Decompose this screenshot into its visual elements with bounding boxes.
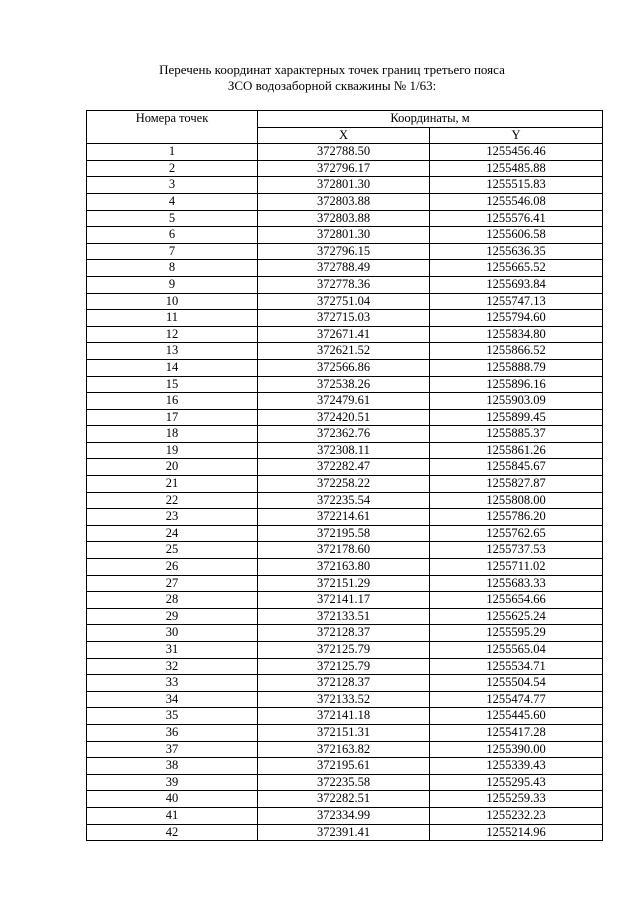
header-y: Y (430, 127, 603, 144)
cell-y: 1255861.26 (430, 442, 603, 459)
cell-x: 372151.29 (258, 575, 430, 592)
cell-x: 372133.51 (258, 608, 430, 625)
cell-x: 372125.79 (258, 642, 430, 659)
cell-y: 1255747.13 (430, 293, 603, 310)
table-row (87, 559, 603, 576)
table-row (87, 426, 603, 443)
cell-point-number: 19 (87, 442, 258, 459)
cell-y: 1255762.65 (430, 525, 603, 542)
cell-x: 372788.49 (258, 260, 430, 277)
cell-x: 372420.51 (258, 409, 430, 426)
cell-point-number: 35 (87, 708, 258, 725)
cell-point-number: 38 (87, 758, 258, 775)
cell-y: 1255693.84 (430, 276, 603, 293)
table-row (87, 442, 603, 459)
cell-point-number: 1 (87, 144, 258, 161)
cell-point-number: 7 (87, 243, 258, 260)
cell-x: 372128.37 (258, 675, 430, 692)
cell-y: 1255654.66 (430, 592, 603, 609)
cell-point-number: 37 (87, 741, 258, 758)
table-body (87, 144, 603, 841)
cell-x: 372214.61 (258, 509, 430, 526)
cell-point-number: 34 (87, 691, 258, 708)
table-row (87, 476, 603, 493)
cell-y: 1255845.67 (430, 459, 603, 476)
cell-x: 372796.17 (258, 160, 430, 177)
cell-x: 372163.82 (258, 741, 430, 758)
cell-x: 372362.76 (258, 426, 430, 443)
table-row (87, 691, 603, 708)
cell-y: 1255485.88 (430, 160, 603, 177)
cell-y: 1255896.16 (430, 376, 603, 393)
cell-y: 1255794.60 (430, 310, 603, 327)
cell-y: 1255295.43 (430, 774, 603, 791)
cell-y: 1255665.52 (430, 260, 603, 277)
cell-y: 1255339.43 (430, 758, 603, 775)
title-line-1: Перечень координат характерных точек границ третьего пояса (159, 62, 505, 77)
cell-y: 1255885.37 (430, 426, 603, 443)
table-row (87, 409, 603, 426)
cell-point-number: 5 (87, 210, 258, 227)
cell-x: 372258.22 (258, 476, 430, 493)
cell-point-number: 41 (87, 807, 258, 824)
cell-point-number: 29 (87, 608, 258, 625)
cell-point-number: 4 (87, 193, 258, 210)
header-point-numbers: Номера точек (87, 111, 258, 144)
table-row (87, 492, 603, 509)
cell-y: 1255595.29 (430, 625, 603, 642)
cell-x: 372715.03 (258, 310, 430, 327)
cell-point-number: 36 (87, 724, 258, 741)
cell-y: 1255636.35 (430, 243, 603, 260)
table-row (87, 177, 603, 194)
table-row (87, 343, 603, 360)
cell-x: 372235.58 (258, 774, 430, 791)
cell-y: 1255866.52 (430, 343, 603, 360)
table-row (87, 758, 603, 775)
cell-y: 1255445.60 (430, 708, 603, 725)
cell-y: 1255576.41 (430, 210, 603, 227)
cell-point-number: 30 (87, 625, 258, 642)
cell-y: 1255534.71 (430, 658, 603, 675)
cell-x: 372282.51 (258, 791, 430, 808)
cell-y: 1255683.33 (430, 575, 603, 592)
table-row (87, 592, 603, 609)
cell-y: 1255515.83 (430, 177, 603, 194)
cell-x: 372538.26 (258, 376, 430, 393)
cell-x: 372125.79 (258, 658, 430, 675)
cell-point-number: 17 (87, 409, 258, 426)
cell-point-number: 42 (87, 824, 258, 841)
cell-point-number: 9 (87, 276, 258, 293)
cell-x: 372334.99 (258, 807, 430, 824)
cell-point-number: 20 (87, 459, 258, 476)
title-line-2: ЗСО водозаборной скважины № 1/63: (227, 78, 437, 93)
cell-point-number: 39 (87, 774, 258, 791)
table-row (87, 260, 603, 277)
cell-x: 372133.52 (258, 691, 430, 708)
cell-point-number: 24 (87, 525, 258, 542)
cell-x: 372796.15 (258, 243, 430, 260)
cell-point-number: 28 (87, 592, 258, 609)
table-row (87, 144, 603, 161)
cell-y: 1255834.80 (430, 326, 603, 343)
header-coordinates: Координаты, м (258, 111, 603, 128)
cell-point-number: 13 (87, 343, 258, 360)
cell-y: 1255903.09 (430, 393, 603, 410)
table-row (87, 509, 603, 526)
cell-x: 372195.61 (258, 758, 430, 775)
cell-point-number: 14 (87, 359, 258, 376)
cell-y: 1255899.45 (430, 409, 603, 426)
cell-point-number: 18 (87, 426, 258, 443)
cell-point-number: 25 (87, 542, 258, 559)
cell-y: 1255565.04 (430, 642, 603, 659)
table-row (87, 525, 603, 542)
table-row (87, 160, 603, 177)
cell-point-number: 6 (87, 227, 258, 244)
cell-x: 372778.36 (258, 276, 430, 293)
cell-y: 1255474.77 (430, 691, 603, 708)
cell-point-number: 31 (87, 642, 258, 659)
header-x: X (258, 127, 430, 144)
cell-x: 372803.88 (258, 210, 430, 227)
cell-y: 1255737.53 (430, 542, 603, 559)
cell-x: 372141.18 (258, 708, 430, 725)
cell-y: 1255827.87 (430, 476, 603, 493)
table-row (87, 393, 603, 410)
cell-point-number: 26 (87, 559, 258, 576)
cell-point-number: 3 (87, 177, 258, 194)
table-header (87, 111, 603, 144)
cell-y: 1255232.23 (430, 807, 603, 824)
cell-y: 1255390.00 (430, 741, 603, 758)
cell-point-number: 40 (87, 791, 258, 808)
table-row (87, 276, 603, 293)
cell-point-number: 12 (87, 326, 258, 343)
cell-point-number: 22 (87, 492, 258, 509)
cell-y: 1255888.79 (430, 359, 603, 376)
table-row (87, 326, 603, 343)
table-row (87, 542, 603, 559)
table-row (87, 791, 603, 808)
table-row (87, 625, 603, 642)
cell-point-number: 33 (87, 675, 258, 692)
table-row (87, 227, 603, 244)
cell-x: 372308.11 (258, 442, 430, 459)
cell-y: 1255546.08 (430, 193, 603, 210)
cell-point-number: 10 (87, 293, 258, 310)
cell-x: 372282.47 (258, 459, 430, 476)
table-row (87, 807, 603, 824)
cell-y: 1255711.02 (430, 559, 603, 576)
table-row (87, 243, 603, 260)
cell-y: 1255808.00 (430, 492, 603, 509)
table-row (87, 675, 603, 692)
cell-point-number: 11 (87, 310, 258, 327)
cell-x: 372751.04 (258, 293, 430, 310)
cell-x: 372141.17 (258, 592, 430, 609)
cell-point-number: 27 (87, 575, 258, 592)
header-row-1 (87, 111, 603, 128)
cell-x: 372195.58 (258, 525, 430, 542)
cell-x: 372128.37 (258, 625, 430, 642)
table-row (87, 724, 603, 741)
table-row (87, 608, 603, 625)
cell-x: 372621.52 (258, 343, 430, 360)
cell-x: 372479.61 (258, 393, 430, 410)
coordinates-table (86, 110, 603, 841)
cell-point-number: 8 (87, 260, 258, 277)
document-title (0, 62, 640, 94)
table-row (87, 708, 603, 725)
cell-y: 1255259.33 (430, 791, 603, 808)
cell-x: 372391.41 (258, 824, 430, 841)
cell-x: 372801.30 (258, 177, 430, 194)
cell-y: 1255504.54 (430, 675, 603, 692)
cell-y: 1255606.58 (430, 227, 603, 244)
cell-x: 372801.30 (258, 227, 430, 244)
table-row (87, 774, 603, 791)
cell-y: 1255625.24 (430, 608, 603, 625)
table-row (87, 210, 603, 227)
table-row (87, 459, 603, 476)
cell-x: 372151.31 (258, 724, 430, 741)
cell-x: 372671.41 (258, 326, 430, 343)
cell-point-number: 21 (87, 476, 258, 493)
table-row (87, 376, 603, 393)
cell-x: 372163.80 (258, 559, 430, 576)
cell-y: 1255786.20 (430, 509, 603, 526)
cell-point-number: 23 (87, 509, 258, 526)
cell-x: 372566.86 (258, 359, 430, 376)
cell-x: 372803.88 (258, 193, 430, 210)
cell-point-number: 2 (87, 160, 258, 177)
cell-point-number: 32 (87, 658, 258, 675)
cell-x: 372178.60 (258, 542, 430, 559)
table-row (87, 193, 603, 210)
cell-y: 1255214.96 (430, 824, 603, 841)
table-row (87, 293, 603, 310)
table-row (87, 575, 603, 592)
cell-point-number: 16 (87, 393, 258, 410)
table-row (87, 658, 603, 675)
cell-point-number: 15 (87, 376, 258, 393)
table-row (87, 824, 603, 841)
table-row (87, 310, 603, 327)
table-row (87, 642, 603, 659)
cell-y: 1255456.46 (430, 144, 603, 161)
table-row (87, 359, 603, 376)
cell-y: 1255417.28 (430, 724, 603, 741)
table-row (87, 741, 603, 758)
cell-x: 372788.50 (258, 144, 430, 161)
cell-x: 372235.54 (258, 492, 430, 509)
